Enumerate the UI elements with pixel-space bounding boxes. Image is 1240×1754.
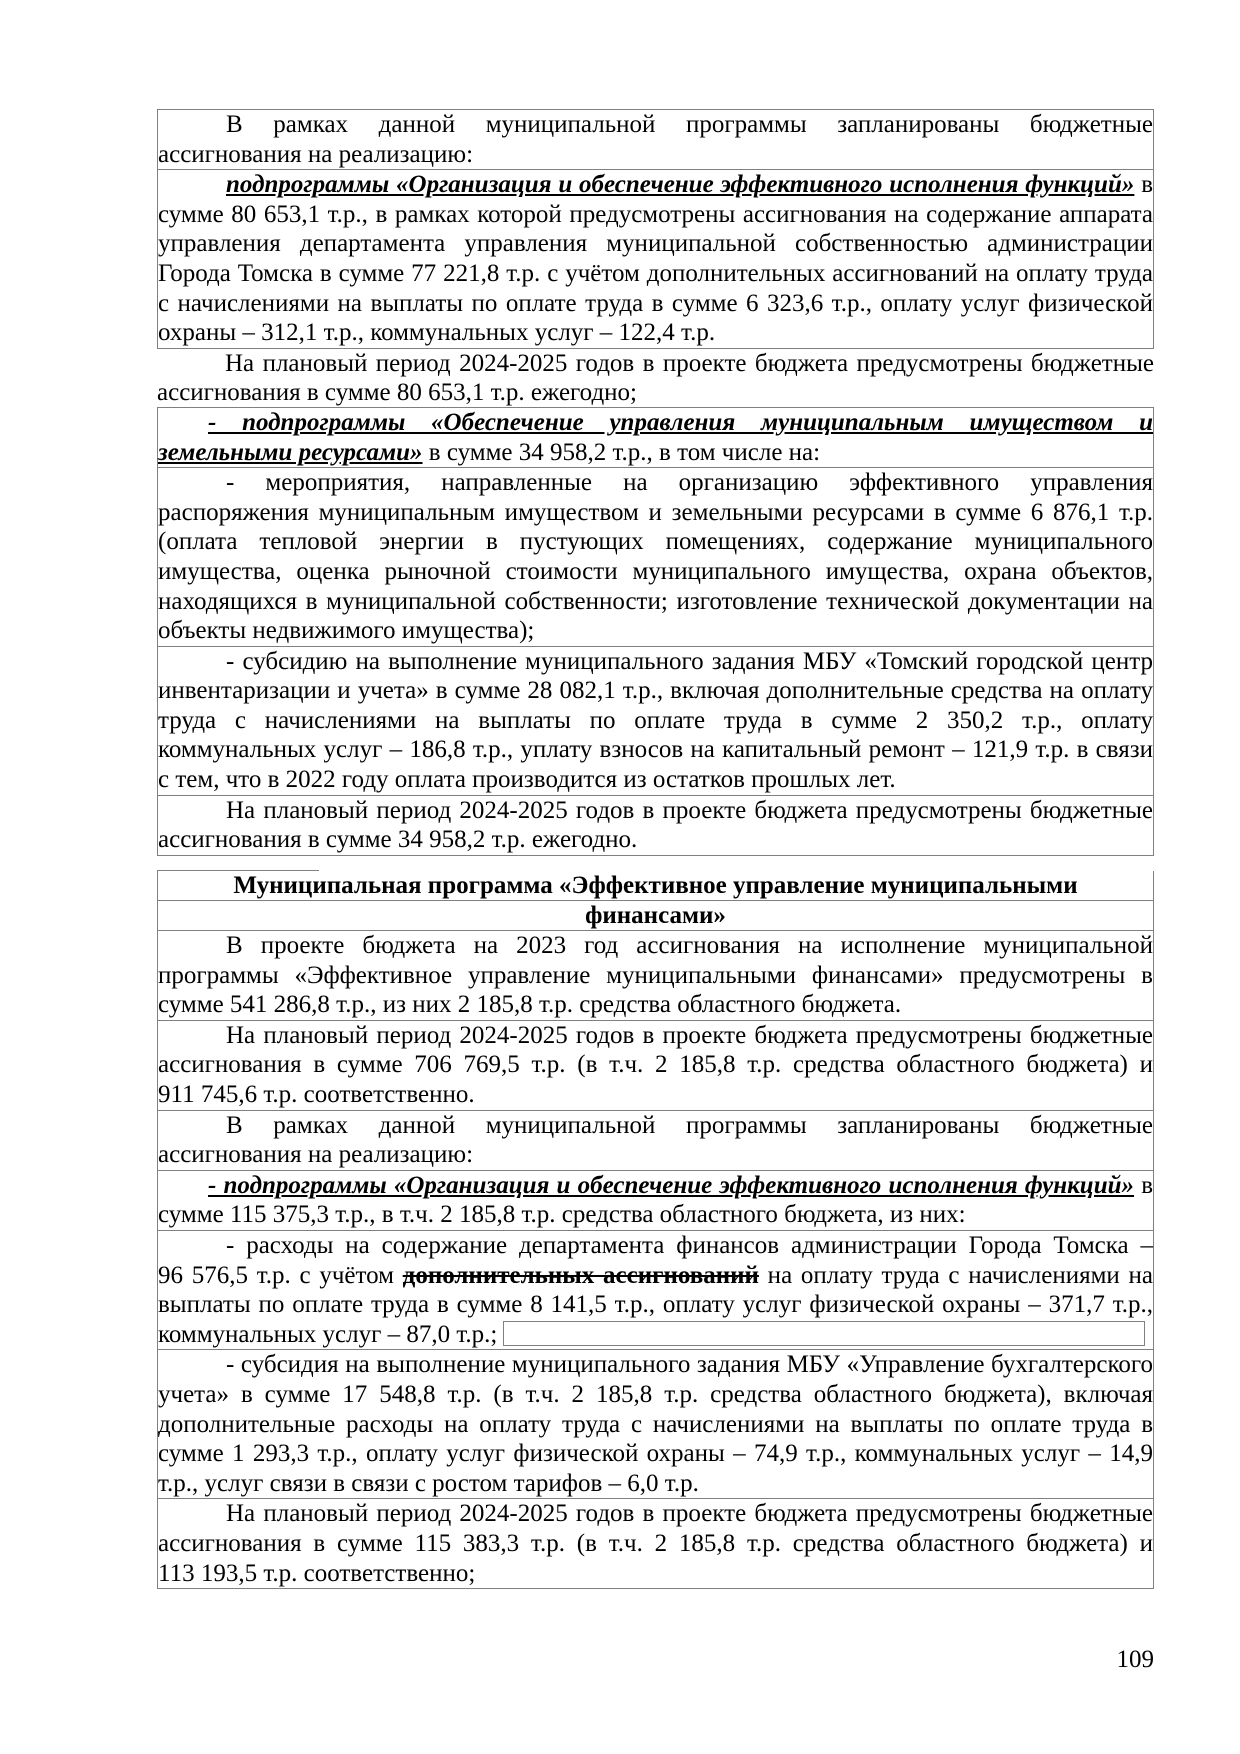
paragraph-planned-period-80653 (157, 349, 1154, 408)
paragraph-budget-2023-finances (157, 930, 1154, 1021)
program-heading-line2: финансами» (585, 902, 726, 930)
paragraph-text: - мероприятия, направленные на организацию эффективного управления распоряжения муниципальным имуществом и земельными ресурсами в сумме 6 876,1 т.р. (оплата тепловой энергии в пустующих помещениях, содержание муниципального имущества, оценка рыночной стоимости муниципального имущества, охрана объектов, находящихся в муниципальной собственности; изготовление технической документации на объекты недвижимого имущества); (158, 469, 1153, 645)
paragraph-text: - субсидия на выполнение муниципального задания МБУ «Управление бухгалтерского учета» в сумме 17 548,8 т.р. (в т.ч. 2 185,8 т.р. средства областного бюджета), включая дополнительные расходы на оплату труда с начислениями на выплаты по оплате труда в сумме 1 293,3 т.р., оплату услуг физической охраны – 74,9 т.р., коммунальных услуг – 14,9 т.р., услуг связи в связи с ростом тарифов – 6,0 т.р. (158, 1351, 1153, 1497)
paragraph-planned-period-706769 (157, 1020, 1154, 1111)
paragraph-text: На плановый период 2024-2025 годов в проекте бюджета предусмотрены бюджетные ассигнования в сумме 80 653,1 т.р. ежегодно; (157, 349, 1154, 407)
paragraph-text: - расходы на содержание департамента финансов администрации Города Томска – 96 576,5 т.р. с учётом (158, 1231, 1153, 1289)
paragraph-measures-property-management (157, 467, 1154, 647)
paragraph-text: в сумме 115 375,3 т.р., в т.ч. 2 185,8 т.р. средства областного бюджета, из них: (158, 1171, 1153, 1229)
empty-revision-frame (503, 1321, 1145, 1346)
paragraph-finance-department-expenses (157, 1230, 1154, 1350)
text-column (157, 110, 1154, 1589)
paragraph-subprogram-functions-80653 (157, 169, 1154, 349)
paragraph-subsidy-accounting-office (157, 1349, 1154, 1499)
subprogram-title-bold-italic: - подпрограммы «Обеспечение управления муниципальным имуществом и земельными ресурсами» (158, 408, 1153, 466)
paragraph-text: в сумме 80 653,1 т.р., в рамках которой предусмотрены ассигнования на содержание аппарата управления департамента управления муниципальной собственностью администрации Города Томска в сумме 77 221,8 т.р. с учётом дополнительных ассигнований на оплату труда с начислениями на выплаты по оплате труда в сумме 6 323,6 т.р., оплату услуг физической охраны – 312,1 т.р., коммунальных услуг – 122,4 т.р. (158, 171, 1153, 347)
paragraph-text: - субсидию на выполнение муниципального задания МБУ «Томский городской центр инвентаризации и учета» в сумме 28 082,1 т.р., включая дополнительные средства на оплату труда с начислениями на выплаты по оплате труда в сумме 2 350,2 т.р., оплату коммунальных услуг – 186,8 т.р., уплату взносов на капитальный ремонт – 121,9 т.р. в связи с тем, что в 2022 году оплата производится из остатков прошлых лет. (158, 647, 1153, 794)
paragraph-subprogram-property-land (157, 407, 1154, 468)
vertical-gap (157, 856, 1154, 870)
paragraph-subprogram-functions-115375 (157, 1170, 1154, 1231)
paragraph-text: В проекте бюджета на 2023 год ассигнования на исполнение муниципальной программы «Эффективное управление муниципальными финансами» предусмотрены в сумме 541 286,8 т.р., из них 2 185,8 т.р. средства областного бюджета. (158, 932, 1153, 1019)
paragraph-planned-period-34958 (157, 795, 1154, 856)
program-heading (157, 871, 1154, 931)
subprogram-title-bold-italic: подпрограммы «Организация и обеспечение эффективного исполнения функций» (226, 171, 1135, 199)
paragraph-text: в сумме 34 958,2 т.р., в том числе на: (422, 438, 821, 466)
paragraph-text: В рамках данной муниципальной программы запланированы бюджетные ассигнования на реализацию: (158, 111, 1153, 168)
paragraph-text: В рамках данной муниципальной программы запланированы бюджетные ассигнования на реализацию: (158, 1111, 1153, 1169)
paragraph-intro-budget-allocations (157, 109, 1154, 170)
paragraph-text: на оплату труда с начислениями на выплаты по оплате труда в сумме 8 141,5 т.р., оплату услуг физической охраны – 371,7 т.р., коммунальных услуг – 87,0 т.р.; (158, 1261, 1153, 1348)
paragraph-text: На плановый период 2024-2025 годов в проекте бюджета предусмотрены бюджетные ассигнования в сумме 34 958,2 т.р. ежегодно. (158, 796, 1153, 854)
paragraph-subsidy-inventory-center (157, 646, 1154, 796)
struck-through-text: дополнительных ассигнований (402, 1261, 759, 1289)
paragraph-text: На плановый период 2024-2025 годов в проекте бюджета предусмотрены бюджетные ассигнования в сумме 706 769,5 т.р. (в т.ч. 2 185,8 т.р. средства областного бюджета) и 911 745,6 т.р. соответственно. (158, 1021, 1153, 1108)
paragraph-text: На плановый период 2024-2025 годов в проекте бюджета предусмотрены бюджетные ассигнования в сумме 115 383,3 т.р. (в т.ч. 2 185,8 т.р. средства областного бюджета) и 113 193,5 т.р. соответственно; (158, 1500, 1153, 1587)
paragraph-intro-budget-allocations-2 (157, 1110, 1154, 1171)
program-heading-line1: Муниципальная программа «Эффективное управление муниципальными (158, 871, 1153, 902)
paragraph-planned-period-115383 (157, 1498, 1154, 1589)
subprogram-title-bold-italic: - подпрограммы «Организация и обеспечение эффективного исполнения функций» (208, 1171, 1135, 1199)
page-number: 109 (1116, 1646, 1154, 1673)
